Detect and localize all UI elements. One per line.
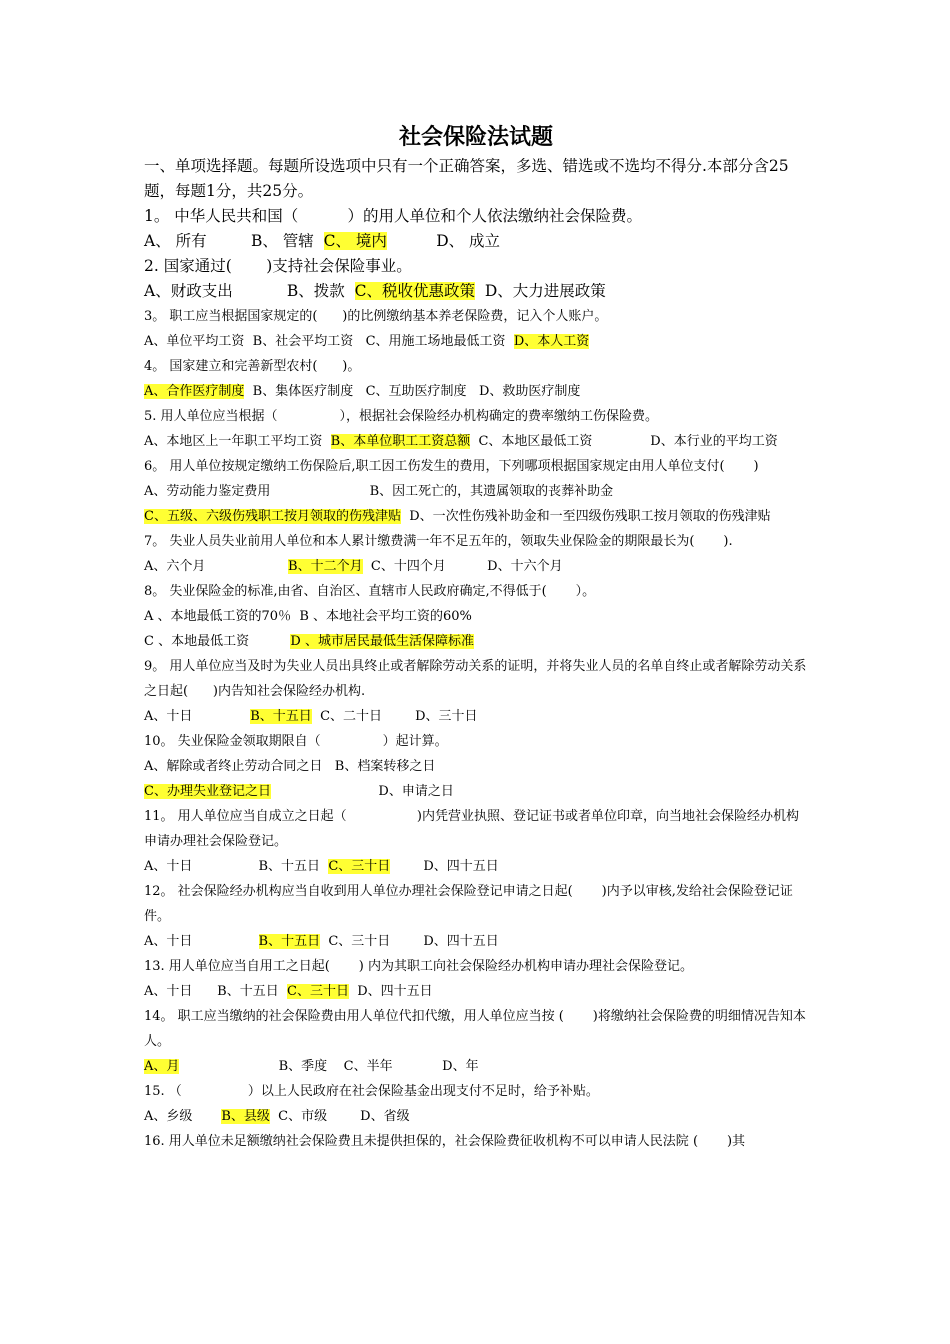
text-line xyxy=(144,379,808,404)
text-line xyxy=(144,529,808,554)
line-text: 10。 失业保险金领取期限自（ ）起计算。 xyxy=(144,734,448,749)
text-line xyxy=(144,729,808,754)
line-text: B、季度 C、半年 D、年 xyxy=(179,1059,479,1074)
text-line xyxy=(144,954,808,979)
line-text: 3。 职工应当根据国家规定的( )的比例缴纳基本养老保险费，记入个人账户。 xyxy=(144,309,608,324)
line-text: 4。 国家建立和完善新型农村( )。 xyxy=(144,359,361,374)
text-line xyxy=(144,354,808,379)
line-text: C、十四个月 D、十六个月 xyxy=(362,559,563,574)
text-line xyxy=(144,804,808,854)
line-text: D、大力进展政策 xyxy=(475,282,606,300)
text-line xyxy=(144,229,808,254)
line-text: 11。 用人单位应当自成立之日起（ )内凭营业执照、登记证书或者单位印章，向当地社会保险经办机构申请办理社会保险登记。 xyxy=(144,809,799,849)
line-text: C、市级 D、省级 xyxy=(269,1109,410,1124)
highlighted-answer: C、 境内 xyxy=(323,232,387,250)
highlighted-answer: A、月 xyxy=(144,1059,180,1074)
highlighted-answer: A、合作医疗制度 xyxy=(144,384,245,399)
text-line xyxy=(144,579,808,604)
text-line xyxy=(144,1054,808,1079)
text-line xyxy=(144,429,808,454)
line-text: A、单位平均工资 B、社会平均工资 C、用施工场地最低工资 xyxy=(144,334,514,349)
text-line xyxy=(144,504,808,529)
text-line xyxy=(144,454,808,479)
text-line xyxy=(144,254,808,279)
text-line xyxy=(144,704,808,729)
line-text: 1。 中华人民共和国（ ）的用人单位和个人依法缴纳社会保险费。 xyxy=(144,207,643,225)
text-line xyxy=(144,979,808,1004)
highlighted-answer: D 、城市居民最低生活保障标准 xyxy=(290,634,474,649)
line-text: 2. 国家通过( )支持社会保险事业。 xyxy=(144,257,412,275)
line-text: A、十日 xyxy=(144,934,259,949)
line-text: A、十日 B、十五日 xyxy=(144,859,329,874)
highlighted-answer: C、五级、六级伤残职工按月领取的伤残津贴 xyxy=(144,509,401,524)
line-text: 13. 用人单位应当自用工之日起( ) 内为其职工向社会保险经办机构申请办理社会保险登记。 xyxy=(144,959,694,974)
line-text: 8。 失业保险金的标准,由省、自治区、直辖市人民政府确定,不得低于( ）。 xyxy=(144,584,596,599)
highlighted-answer: B、十五日 xyxy=(258,934,321,949)
line-text: 12。 社会保险经办机构应当自收到用人单位办理社会保险登记申请之日起( )内予以审核,发给社会保险登记证件。 xyxy=(144,884,793,924)
text-line xyxy=(144,929,808,954)
text-line xyxy=(144,404,808,429)
text-line xyxy=(144,204,808,229)
line-text: A、解除或者终止劳动合同之日 B、档案转移之日 xyxy=(144,759,436,774)
text-line xyxy=(144,154,808,204)
line-text: B、集体医疗制度 C、互助医疗制度 D、救助医疗制度 xyxy=(244,384,581,399)
line-text: 16. 用人单位未足额缴纳社会保险费且未提供担保的，社会保险费征收机构不可以申请人民法院 ( )其 xyxy=(144,1134,746,1149)
line-text: 6。 用人单位按规定缴纳工伤保险后,职工因工伤发生的费用，下列哪项根据国家规定由用人单位支付( ) xyxy=(144,459,759,474)
line-text: A、十日 B、十五日 xyxy=(144,984,288,999)
text-line xyxy=(144,304,808,329)
line-text: 15. （ ）以上人民政府在社会保险基金出现支付不足时，给予补贴。 xyxy=(144,1084,599,1099)
highlighted-answer: B、十二个月 xyxy=(288,559,363,574)
highlighted-answer: C、三十日 xyxy=(287,984,349,999)
page-title: 社会保险法试题 xyxy=(398,124,553,150)
line-text: A、乡级 xyxy=(144,1109,222,1124)
text-line xyxy=(144,479,808,504)
highlighted-answer: B、十五日 xyxy=(250,709,312,724)
line-text: A、财政支出 B、拨款 xyxy=(144,282,355,300)
line-text: A、 所有 B、 管辖 xyxy=(144,232,324,250)
line-text: A、十日 xyxy=(144,709,251,724)
line-text: C、二十日 D、三十日 xyxy=(311,709,478,724)
line-text: D、四十五日 xyxy=(348,984,433,999)
line-text: C、三十日 D、四十五日 xyxy=(320,934,499,949)
text-line xyxy=(144,1129,808,1154)
highlighted-answer: D、本人工资 xyxy=(513,334,590,349)
highlighted-answer: B、县级 xyxy=(221,1109,270,1124)
text-line xyxy=(144,879,808,929)
text-line xyxy=(144,779,808,804)
line-text: 7。 失业人员失业前用人单位和本人累计缴费满一年不足五年的，领取失业保险金的期限最长为( ). xyxy=(144,534,733,549)
text-line xyxy=(144,854,808,879)
text-line xyxy=(144,604,808,629)
line-text: 14。 职工应当缴纳的社会保险费由用人单位代扣代缴，用人单位应当按 ( )将缴纳社会保险费的明细情况告知本人。 xyxy=(144,1009,806,1049)
text-line xyxy=(144,279,808,304)
highlighted-answer: C、三十日 xyxy=(328,859,391,874)
text-line xyxy=(144,1104,808,1129)
line-text: D、 成立 xyxy=(386,232,501,250)
line-text: 一、单项选择题。每题所设选项中只有一个正确答案，多选、错选或不选均不得分.本部分含25题，每题1分，共25分。 xyxy=(144,157,789,200)
line-text: A 、本地最低工资的70％ B 、本地社会平均工资的60% xyxy=(144,609,472,624)
line-text: C 、本地最低工资 xyxy=(144,634,291,649)
line-text: A、本地区上一年职工平均工资 xyxy=(144,434,331,449)
highlighted-answer: B、本单位职工工资总额 xyxy=(330,434,471,449)
line-text: D、一次性伤残补助金和一至四级伤残职工按月领取的伤残津贴 xyxy=(400,509,771,524)
text-line xyxy=(144,329,808,354)
text-line xyxy=(144,554,808,579)
text-line xyxy=(144,629,808,654)
line-text: A、劳动能力鉴定费用 B、因工死亡的，其遗属领取的丧葬补助金 xyxy=(144,484,614,499)
text-line xyxy=(144,654,808,704)
line-text: C、本地区最低工资 D、本行业的平均工资 xyxy=(470,434,778,449)
text-line xyxy=(144,1079,808,1104)
line-text: D、四十五日 xyxy=(390,859,499,874)
line-text: 5. 用人单位应当根据（ ），根据社会保险经办机构确定的费率缴纳工伤保险费。 xyxy=(144,409,659,424)
highlighted-answer: C、税收优惠政策 xyxy=(354,282,476,300)
document-body xyxy=(144,154,808,1154)
line-text: 9。 用人单位应当及时为失业人员出具终止或者解除劳动关系的证明，并将失业人员的名单自终止或者解除劳动关系之日起( )内告知社会保险经办机构. xyxy=(144,659,807,699)
text-line xyxy=(144,1004,808,1054)
highlighted-answer: C、办理失业登记之日 xyxy=(144,784,271,799)
line-text: D、申请之日 xyxy=(270,784,454,799)
line-text: A、六个月 xyxy=(144,559,289,574)
text-line xyxy=(144,754,808,779)
